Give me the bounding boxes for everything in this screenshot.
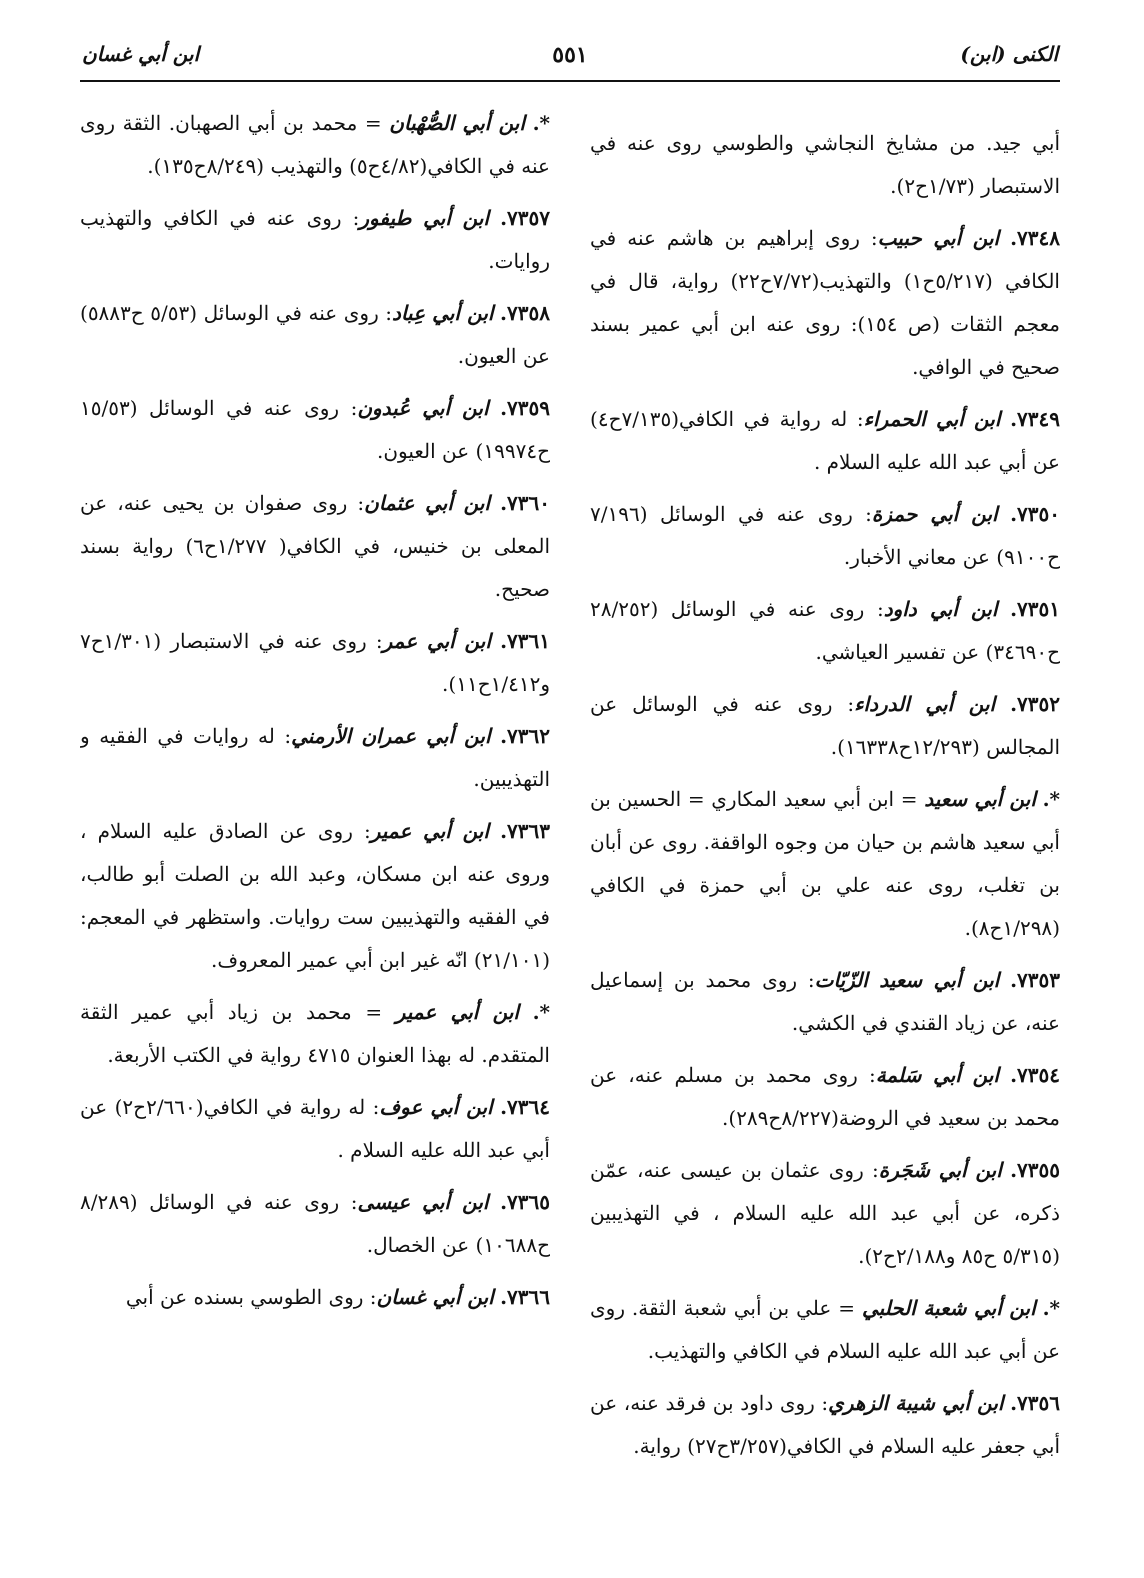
biographical-entry xyxy=(590,1287,1060,1373)
biographical-entry xyxy=(590,398,1060,484)
biographical-entry xyxy=(80,292,550,378)
entry-number: *. xyxy=(1042,787,1060,811)
entry-text: : روى إبراهيم بن هاشم عنه في الكافي (٥/٢١٧ح١) والتهذيب(٧/٧٢ح٢٢) رواية، قال في معجم الثقات (ص ١٥٤): روى عنه ابن أبي عمير بسند صحيح في الوافي. xyxy=(590,226,1060,379)
entry-name: ابن أبي طيفور xyxy=(359,206,489,230)
biographical-entry xyxy=(590,1149,1060,1278)
biographical-entry xyxy=(590,493,1060,579)
entry-name: ابن أبي حمزة xyxy=(871,502,998,526)
entry-name: ابن أبي عُبدون xyxy=(357,396,489,420)
biographical-entry xyxy=(590,217,1060,389)
entry-text: : روى عنه في الوسائل (٨/٢٨٩ ح١٠٦٨٨) عن الخصال. xyxy=(80,1190,550,1257)
entry-name: ابن أبي الصُّهْبان xyxy=(389,111,525,135)
entry-number: ٧٣٥٢. xyxy=(1010,692,1060,716)
right-entries xyxy=(590,217,1060,1468)
entry-text: : روى الطوسي بسنده عن أبي xyxy=(125,1285,377,1309)
biographical-entry xyxy=(80,102,550,188)
entry-text: : روى داود بن فرقد عنه، عن أبي جعفر عليه السلام في الكافي(٣/٢٥٧ح٢٧) رواية. xyxy=(590,1391,1060,1458)
page-header xyxy=(80,36,1060,82)
entry-text: : روى عنه في الوسائل (٢٨/٢٥٢ ح٣٤٦٩٠) عن تفسير العياشي. xyxy=(590,597,1060,664)
biographical-entry xyxy=(590,1054,1060,1140)
entry-number: ٧٣٥٧. xyxy=(500,206,550,230)
entry-name: ابن أبي عمران الأرمني xyxy=(291,724,491,748)
entry-text: = محمد بن أبي الصهبان. الثقة روى عنه في الكافي(٤/٨٢ح٥) والتهذيب (٨/٢٤٩ح١٣٥). xyxy=(80,111,550,178)
biographical-entry xyxy=(590,1382,1060,1468)
entry-name: ابن أبي غسان xyxy=(376,1285,494,1309)
biographical-entry xyxy=(590,959,1060,1045)
biographical-entry xyxy=(80,1181,550,1267)
entry-number: *. xyxy=(532,111,550,135)
entry-number: ٧٣٥٠. xyxy=(1010,502,1060,526)
entry-name: ابن أبي الحمراء xyxy=(863,407,1001,431)
entry-name: ابن أبي حبيب xyxy=(877,226,1000,250)
entry-number: ٧٣٤٩. xyxy=(1010,407,1060,431)
entry-text: : له رواية في الكافي(٧/١٣٥ح٤) عن أبي عبد الله عليه السلام . xyxy=(590,407,1060,474)
entry-text: : روى صفوان بن يحيى عنه، عن المعلى بن خنيس، في الكافي( ١/٢٧٧ح٦) رواية بسند صحيح. xyxy=(80,491,550,601)
entry-number: ٧٣٥١. xyxy=(1010,597,1060,621)
entry-number: ٧٣٦٦. xyxy=(500,1285,550,1309)
entry-name: ابن أبي شيبة الزهري xyxy=(828,1391,1004,1415)
entry-text: : له رواية في الكافي(٢/٦٦٠ح٢) عن أبي عبد الله عليه السلام . xyxy=(80,1095,550,1162)
entry-text: = محمد بن زياد أبي عمير الثقة المتقدم. له بهذا العنوان ٤٧١٥ رواية في الكتب الأربعة. xyxy=(80,1000,550,1067)
biographical-entry xyxy=(80,197,550,283)
entry-number: ٧٣٦١. xyxy=(500,629,550,653)
running-head-right: الكنى (ابن) xyxy=(960,42,1058,66)
entry-name: ابن أبي عثمان xyxy=(364,491,490,515)
entry-name: ابن أبي شعبة الحلبي xyxy=(861,1296,1036,1320)
entry-name: ابن أبي سعيد الزّيّات xyxy=(814,968,1000,992)
entry-text: : روى محمد بن إسماعيل عنه، عن زياد القندي في الكشي. xyxy=(590,968,1060,1035)
biographical-entry xyxy=(590,778,1060,950)
biographical-entry xyxy=(80,1086,550,1172)
entry-number: *. xyxy=(1042,1296,1060,1320)
entry-name: ابن أبي عمير xyxy=(370,819,489,843)
entry-number: ٧٣٤٨. xyxy=(1010,226,1060,250)
entry-number: ٧٣٥٣. xyxy=(1010,968,1060,992)
entry-number: ٧٣٥٥. xyxy=(1010,1158,1060,1182)
biographical-entry xyxy=(590,683,1060,769)
left-entries xyxy=(80,102,550,1319)
entry-text: : روى عنه في الكافي والتهذيب روايات. xyxy=(80,206,550,273)
entry-name: ابن أبي الدرداء xyxy=(854,692,996,716)
entry-number: ٧٣٥٤. xyxy=(1010,1063,1060,1087)
page-number: ٥٥١ xyxy=(552,42,588,68)
entry-name: ابن أبي عيسى xyxy=(357,1190,489,1214)
entry-text: : روى محمد بن مسلم عنه، عن محمد بن سعيد في الروضة(٨/٢٢٧ح٢٨٩). xyxy=(590,1063,1060,1130)
biographical-entry xyxy=(80,1276,550,1319)
continuation-text: أبي جيد. من مشايخ النجاشي والطوسي روى عنه في الاستبصار (١/٧٣ح٢). xyxy=(590,131,1060,198)
entry-number: ٧٣٦٢. xyxy=(500,724,550,748)
biographical-entry xyxy=(80,810,550,982)
running-head-left: ابن أبي غسان xyxy=(82,42,200,66)
biographical-entry xyxy=(80,482,550,611)
biographical-entry xyxy=(80,387,550,473)
entry-name: ابن أبي عمير xyxy=(395,1000,519,1024)
biographical-entry xyxy=(80,715,550,801)
entry-name: ابن أبي داود xyxy=(883,597,998,621)
entry-text: : روى عثمان بن عيسى عنه، عمّن ذكره، عن أبي عبد الله عليه السلام ، في التهذيبين (٥/٣١٥ ح٨٥ و٢/١٨٨ح٢). xyxy=(590,1158,1060,1268)
right-column xyxy=(590,102,1060,1552)
entry-text: : روى عنه في الوسائل (١٥/٥٣ ح١٩٩٧٤) عن العيون. xyxy=(80,396,550,463)
entry-text: = علي بن أبي شعبة الثقة. روى عن أبي عبد الله عليه السلام في الكافي والتهذيب. xyxy=(590,1296,1060,1363)
entry-number: ٧٣٦٠. xyxy=(500,491,550,515)
entry-text: : روى عن الصادق عليه السلام ، وروى عنه ابن مسكان، وعبد الله بن الصلت أبو طالب، في الفقيه والتهذيبين ست روايات. واستظهر في المعجم: (٢١/١٠١) انّه غير ابن أبي عمير المعروف. xyxy=(80,819,550,972)
entry-text: : له روايات في الفقيه و التهذيبين. xyxy=(80,724,550,791)
entry-text: : روى عنه في الوسائل (٥/٥٣ ح٥٨٨٣) عن العيون. xyxy=(80,301,550,368)
entry-name: ابن أبي عِباد xyxy=(392,301,494,325)
left-column xyxy=(80,102,550,1552)
entry-name: ابن أبي سَلمة xyxy=(875,1063,999,1087)
entry-number: ٧٣٦٤. xyxy=(500,1095,550,1119)
entry-text: = ابن أبي سعيد المكاري = الحسين بن أبي سعيد هاشم بن حيان من وجوه الواقفة. روى عن أبان بن تغلب، روى عنه علي بن أبي حمزة في الكافي (١/٢٩٨ح٨). xyxy=(590,787,1060,940)
entry-name: ابن أبي سعيد xyxy=(924,787,1036,811)
biographical-entry xyxy=(80,991,550,1077)
entry-text: : روى عنه في الوسائل عن المجالس (١٢/٢٩٣ح١٦٣٣٨). xyxy=(590,692,1060,759)
entry-number: ٧٣٥٨. xyxy=(500,301,550,325)
entry-name: ابن أبي عوف xyxy=(379,1095,493,1119)
biographical-entry xyxy=(590,588,1060,674)
entry-name: ابن أبي شَجَرة xyxy=(878,1158,1002,1182)
entry-number: *. xyxy=(532,1000,550,1024)
entry-text: : روى عنه في الاستبصار (١/٣٠١ح٧ و١/٤١٢ح١١). xyxy=(80,629,550,696)
entry-number: ٧٣٦٣. xyxy=(500,819,550,843)
entry-number: ٧٣٥٩. xyxy=(500,396,550,420)
entry-number: ٧٣٦٥. xyxy=(500,1190,550,1214)
entry-name: ابن أبي عمر xyxy=(382,629,491,653)
entry-text: : روى عنه في الوسائل (٧/١٩٦ ح٩١٠٠) عن معاني الأخبار. xyxy=(590,502,1060,569)
entry-number: ٧٣٥٦. xyxy=(1010,1391,1060,1415)
biographical-entry xyxy=(80,620,550,706)
